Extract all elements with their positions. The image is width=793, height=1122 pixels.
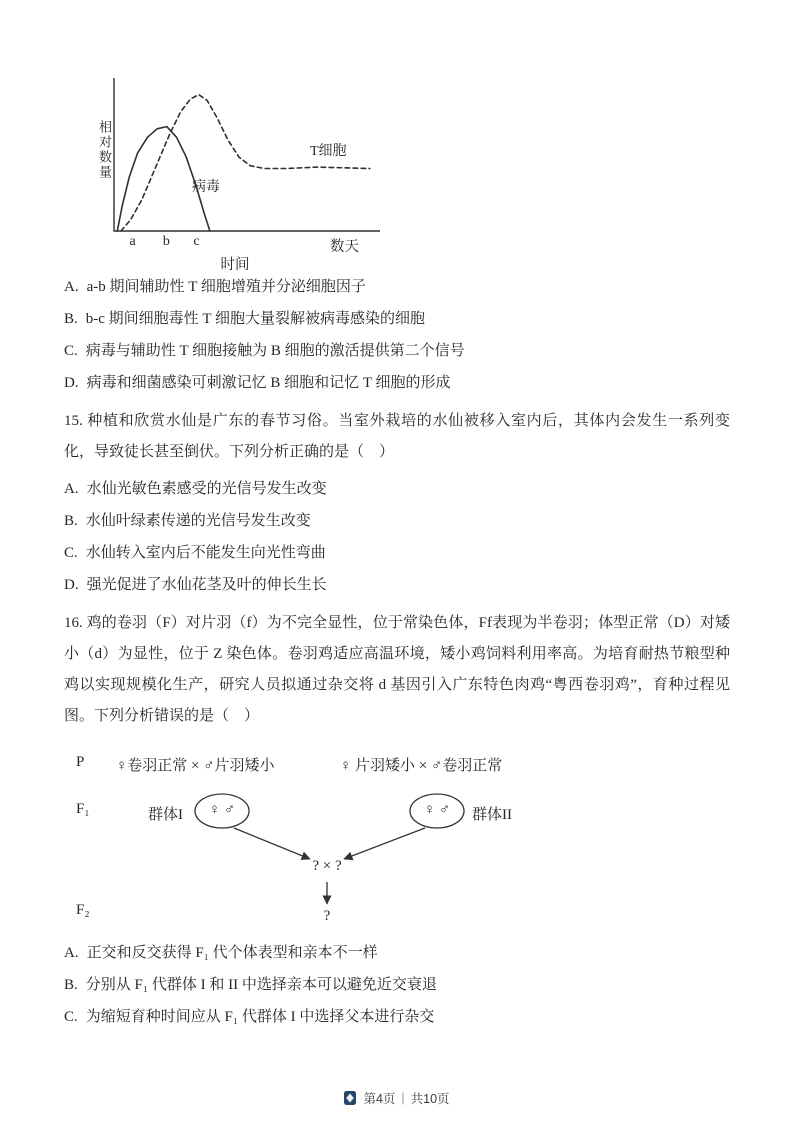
option-text: 病毒与辅助性 T 细胞接触为 B 细胞的激活提供第二个信号 (85, 343, 465, 359)
selected-parents-cross: ? × ? (312, 858, 342, 874)
option-label: D. (64, 375, 79, 391)
x-tick-a: a (129, 234, 136, 249)
question-15-options (64, 480, 730, 594)
question-16-stem: 16. 鸡的卷羽（F）对片羽（f）为不完全显性，位于常染色体，Ff表现为半卷羽；体型正常（D）对矮小（d）为显性，位于 Z 染色体。卷羽鸡适应高温环境，矮小鸡饲料利用率高。为培育耐热节粮型种鸡以实现规模化生产，研究人员拟通过杂交将 d 基因引入广东特色肉鸡“粤西卷羽鸡”，育种过程见图。下列分析错误的是（ ） (64, 615, 730, 724)
chart-y-axis-label: 相对数量 (97, 120, 112, 180)
option-label: C. (64, 1009, 78, 1025)
option-text: a-b 期间辅助性 T 细胞增殖并分泌细胞因子 (86, 279, 366, 295)
cross-arrow-left (234, 828, 310, 859)
option-text: b-c 期间细胞毒性 T 细胞大量裂解被病毒感染的细胞 (85, 311, 426, 327)
option-row-b (64, 512, 730, 530)
chart-x-axis-label: 时间 (220, 257, 250, 273)
option-row-a (64, 944, 730, 962)
footer-page-number: 第4页 (363, 1092, 396, 1106)
breeding-diagram (64, 754, 730, 936)
option-row-b (64, 976, 730, 994)
option-label: B. (64, 513, 78, 529)
group1-oval-content: ♀ ♂ (208, 802, 236, 818)
option-row-c (64, 544, 730, 562)
option-row-a (64, 278, 730, 296)
generation-f1-label: F₁ (76, 801, 90, 817)
breeding-diagram-graphics (64, 754, 730, 936)
question-15-stem: 15. 种植和欣赏水仙是广东的春节习俗。当室外栽培的水仙被移入室内后，其体内会发生一系列变化，导致徒长甚至倒伏。下列分析正确的是（ ） (64, 413, 730, 460)
virus-curve-label: 病毒 (192, 180, 220, 195)
f2-result: ? (323, 908, 331, 924)
option-text: 强光促进了水仙花茎及叶的伸长生长 (86, 577, 327, 593)
footer-logo-icon (343, 1090, 357, 1106)
option-label: B. (64, 311, 78, 327)
chart-series-t-cell (121, 95, 370, 231)
option-text: 水仙光敏色素感受的光信号发生改变 (86, 481, 327, 497)
group2-label: 群体II (472, 807, 512, 823)
x-tick-c: c (193, 234, 200, 249)
footer-separator: | (401, 1091, 405, 1105)
cross-arrow-right (344, 828, 425, 859)
parental-cross-left: ♀卷羽正常 × ♂片羽矮小 (116, 758, 275, 774)
footer-total-pages: 共10页 (410, 1092, 450, 1106)
option-row-c (64, 342, 730, 360)
page-footer (0, 1089, 793, 1107)
option-label: D. (64, 577, 79, 593)
option-row-d (64, 374, 730, 392)
page-content (64, 0, 730, 1040)
group1-label: 群体I (148, 807, 183, 823)
question-16-options (64, 944, 730, 1026)
option-text: 水仙叶绿素传递的光信号发生改变 (85, 513, 311, 529)
option-label: C. (64, 545, 78, 561)
option-label: A. (64, 945, 79, 961)
option-text: 为缩短育种时间应从 F₁ 代群体 I 中选择父本进行杂交 (85, 1009, 435, 1025)
option-text: 分别从 F₁ 代群体 I 和 II 中选择亲本可以避免近交衰退 (85, 977, 437, 993)
question-14-options (64, 278, 730, 392)
generation-p-label: P (76, 754, 85, 770)
option-row-a (64, 480, 730, 498)
option-label: A. (64, 481, 79, 497)
option-row-d (64, 576, 730, 594)
option-label: C. (64, 343, 78, 359)
option-text: 病毒和细菌感染可刺激记忆 B 细胞和记忆 T 细胞的形成 (86, 375, 451, 391)
generation-f2-label: F₂ (76, 902, 90, 918)
option-row-b (64, 310, 730, 328)
option-text: 正交和反交获得 F₁ 代个体表型和亲本不一样 (86, 945, 378, 961)
x-tick-b: b (162, 234, 170, 249)
parental-cross-right: ♀ 片羽矮小 × ♂卷羽正常 (340, 758, 503, 774)
immune-response-chart (64, 64, 484, 273)
group2-oval-content: ♀ ♂ (423, 802, 451, 818)
option-label: A. (64, 279, 79, 295)
option-label: B. (64, 977, 78, 993)
option-row-c (64, 1008, 730, 1026)
chart-x-end-label: 数天 (330, 239, 359, 255)
option-text: 水仙转入室内后不能发生向光性弯曲 (85, 545, 326, 561)
t-cell-curve-label: T细胞 (310, 144, 347, 159)
